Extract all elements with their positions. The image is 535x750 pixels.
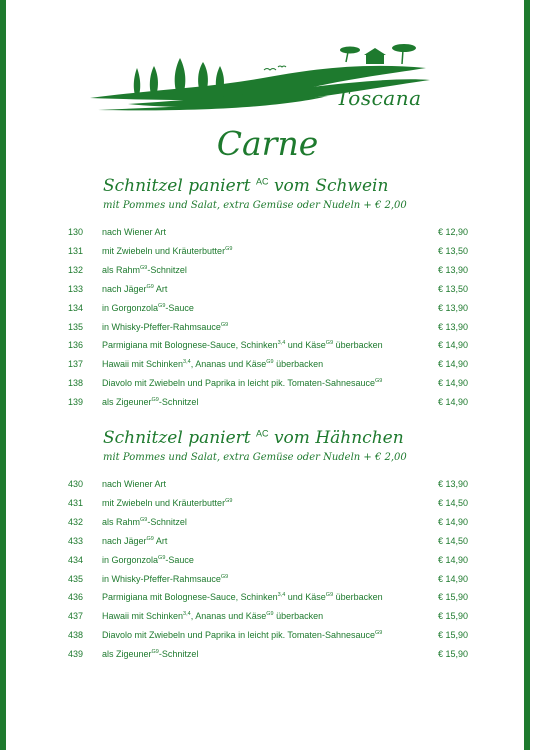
menu-item-name: nach Wiener Art — [102, 227, 167, 237]
allergen-code: 3,4 — [277, 592, 286, 599]
menu-item-number: 438 — [68, 630, 84, 641]
menu-item-price: € 14,90 — [438, 516, 469, 527]
menu-item-price: € 15,90 — [438, 630, 469, 641]
allergen-code: G9 — [220, 573, 229, 580]
menu-item-price: € 13,90 — [438, 264, 469, 275]
menu-item — [0, 319, 535, 337]
allergen-code: G9 — [140, 264, 148, 271]
menu-item — [0, 224, 535, 242]
menu-item — [0, 375, 535, 393]
menu-item — [0, 243, 535, 261]
menu-item-price: € 12,90 — [438, 227, 469, 237]
allergen-code: G9 — [225, 245, 233, 252]
menu-item-price: € 13,50 — [438, 283, 469, 294]
menu-item-number: 130 — [68, 227, 84, 237]
menu-item — [0, 495, 535, 513]
menu-item — [0, 356, 535, 374]
allergen-code: 3,4 — [183, 359, 191, 366]
menu-item-name: Diavolo mit Zwiebeln und Paprika in leicht pik. Tomaten-Sahnesauce$^{G9}$ — [102, 378, 383, 389]
menu-item — [0, 394, 535, 412]
allergen-code: G9 — [140, 516, 148, 523]
menu-item — [0, 571, 535, 589]
menu-item-name: in Whisky-Pfeffer-Rahmsauce$^{G9}$ — [102, 573, 229, 584]
menu-item-name: mit Zwiebeln und Kräuterbutter$^{G9}$ — [102, 497, 233, 508]
menu-item — [0, 262, 535, 280]
menu-item-name: Parmigiana mit Bolognese-Sauce, Schinken$^{3,4}$ und Käse$^{G9}$ überbacken — [102, 340, 383, 351]
allergen-code: G9 — [146, 283, 154, 290]
menu-item — [0, 533, 535, 551]
menu-item-name: nach Wiener Art — [102, 479, 167, 489]
section-subtitle: mit Pommes und Salat, extra Gemüse oder Nudeln + € 2,00 — [103, 452, 407, 463]
menu-item — [0, 552, 535, 570]
menu-item-number: 439 — [68, 649, 84, 660]
menu-item-name: als Rahm$^{G9}$-Schnitzel — [102, 516, 187, 527]
menu-item-price: € 14,90 — [438, 340, 469, 351]
menu-item-number: 134 — [68, 302, 84, 313]
allergen-code: G9 — [266, 611, 274, 618]
menu-item-name: in Whisky-Pfeffer-Rahmsauce$^{G9}$ — [102, 321, 229, 332]
allergen-code: G9 — [325, 340, 334, 347]
menu-item-number: 131 — [68, 245, 84, 256]
allergen-code: G9 — [220, 321, 229, 328]
menu-item-number: 435 — [68, 573, 84, 584]
menu-item-price: € 14,50 — [438, 535, 469, 546]
menu-item — [0, 337, 535, 355]
menu-item-name: als Rahm$^{G9}$-Schnitzel — [102, 264, 187, 275]
menu-item — [0, 300, 535, 318]
menu-item-price: € 14,90 — [438, 554, 469, 565]
menu-item-price: € 13,90 — [438, 321, 469, 332]
menu-item-number: 133 — [68, 283, 84, 294]
menu-item-number: 437 — [68, 611, 84, 622]
menu-item-number: 136 — [68, 340, 84, 351]
allergen-code: 3,4 — [277, 340, 286, 347]
menu-item — [0, 589, 535, 607]
menu-item-name: Hawaii mit Schinken$^{3,4}$, Ananas und Käse$^{G9}$ überbacken — [102, 359, 324, 370]
allergen-code: G9 — [146, 535, 154, 542]
menu-item-price: € 13,90 — [438, 302, 469, 313]
menu-item-number: 137 — [68, 359, 84, 370]
allergen-code: G9 — [325, 592, 334, 599]
menu-item — [0, 281, 535, 299]
menu-item-price: € 14,90 — [438, 359, 469, 370]
menu-item-number: 436 — [68, 592, 84, 603]
allergen-code: G9 — [374, 630, 383, 637]
menu-item-price: € 13,90 — [438, 479, 469, 489]
menu-item-name: als Zigeuner$^{G9}$-Schnitzel — [102, 649, 199, 660]
page-title: Carne — [216, 124, 319, 163]
menu-item — [0, 608, 535, 626]
menu-item — [0, 646, 535, 664]
menu-item-number: 431 — [68, 497, 84, 508]
allergen-code: 3,4 — [183, 611, 191, 618]
menu-item-number: 430 — [68, 479, 84, 489]
section-title: Schnitzel paniert $^{AC}$ vom Schwein — [103, 176, 389, 196]
section-subtitle: mit Pommes und Salat, extra Gemüse oder Nudeln + € 2,00 — [103, 200, 407, 211]
menu-item-price: € 15,90 — [438, 649, 469, 660]
allergen-code: G9 — [151, 649, 159, 656]
menu-item-price: € 14,90 — [438, 573, 469, 584]
menu-item-number: 138 — [68, 378, 84, 389]
menu-item-number: 139 — [68, 397, 84, 408]
allergen-code: G9 — [151, 397, 159, 404]
allergen-code: G9 — [225, 497, 233, 504]
menu-item-price: € 15,90 — [438, 611, 469, 622]
menu-item-number: 432 — [68, 516, 84, 527]
allergen-code: G9 — [158, 302, 166, 309]
menu-item-name: Parmigiana mit Bolognese-Sauce, Schinken$^{3,4}$ und Käse$^{G9}$ überbacken — [102, 592, 383, 603]
menu-item-number: 433 — [68, 535, 84, 546]
menu-item-number: 132 — [68, 264, 84, 275]
menu-item-name: nach Jäger$^{G9}$ Art — [102, 283, 168, 294]
menu-item-price: € 13,50 — [438, 245, 469, 256]
allergen-code: G9 — [374, 378, 383, 385]
menu-item-number: 434 — [68, 554, 84, 565]
menu-item-price: € 14,50 — [438, 497, 469, 508]
menu-item-name: nach Jäger$^{G9}$ Art — [102, 535, 168, 546]
allergen-code: G9 — [158, 554, 166, 561]
menu-item-name: in Gorgonzola$^{G9}$-Sauce — [102, 554, 194, 565]
section-title: Schnitzel paniert $^{AC}$ vom Hähnchen — [103, 428, 404, 448]
menu-item-name: Hawaii mit Schinken$^{3,4}$, Ananas und Käse$^{G9}$ überbacken — [102, 611, 324, 622]
menu-item-price: € 14,90 — [438, 397, 469, 408]
menu-item-name: Diavolo mit Zwiebeln und Paprika in leicht pik. Tomaten-Sahnesauce$^{G9}$ — [102, 630, 383, 641]
menu-item — [0, 476, 535, 494]
menu-item-name: mit Zwiebeln und Kräuterbutter$^{G9}$ — [102, 245, 233, 256]
menu-item-price: € 15,90 — [438, 592, 469, 603]
menu-item — [0, 514, 535, 532]
menu-item-name: in Gorgonzola$^{G9}$-Sauce — [102, 302, 194, 313]
menu-item-price: € 14,90 — [438, 378, 469, 389]
brand-name: Toscana — [336, 86, 422, 110]
menu-item-name: als Zigeuner$^{G9}$-Schnitzel — [102, 397, 199, 408]
menu-item-number: 135 — [68, 321, 84, 332]
allergen-code: G9 — [266, 359, 274, 366]
menu-item — [0, 627, 535, 645]
